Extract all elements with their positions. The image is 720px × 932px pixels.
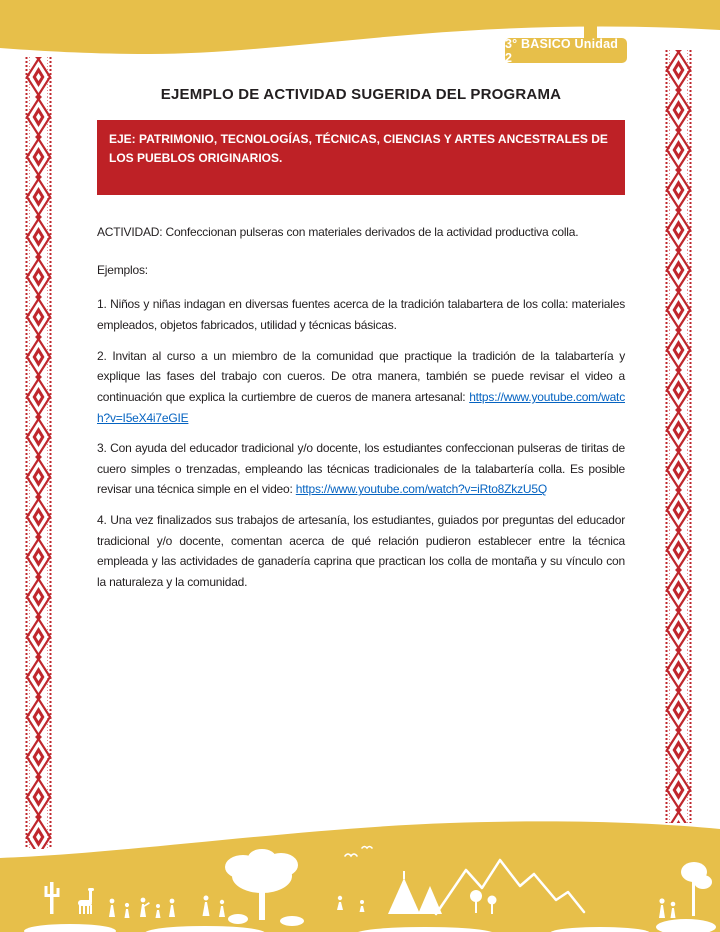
eje-banner-text: EJE: PATRIMONIO, TECNOLOGÍAS, TÉCNICAS, CIENCIAS Y ARTES ANCESTRALES DE LOS PUEBLOS ORIGINARIOS. (109, 132, 608, 165)
activity-line: ACTIVIDAD: Confeccionan pulseras con materiales derivados de la actividad productiva colla. (97, 225, 579, 240)
andean-border-right (665, 50, 692, 823)
paragraph-3-text: 3. Con ayuda del educador tradicional y/o docente, los estudiantes confeccionan pulseras de tiritas de cuero simples o trenzadas, empleando las técnicas tradicionales de la talabartería colla. Es posible revisar una técnica simple en el video: (97, 441, 625, 497)
youtube-link-tecnica[interactable]: https://www.youtube.com/watch?v=iRto8ZkzU5Q (295, 482, 547, 497)
examples-label: Ejemplos: (97, 262, 148, 277)
footer-landscape-band (0, 820, 720, 932)
activity-paragraph-1 (97, 294, 625, 335)
paragraph-2-text: 2. Invitan al curso a un miembro de la comunidad que practique la tradición de la talabartería y explique las fases del trabajo con cueros. De otra manera, también se puede revisar el video a continuación que explica la curtiembre de cueros de manera artesanal: (97, 348, 625, 404)
paragraph-4-text: 4. Una vez finalizados sus trabajos de artesanía, los estudiantes, guiados por preguntas del educador tradicional y/o docente, comentan acerca de qué relación pudieron establecer entre la técnica empleada y las actividades de ganadería caprina que practican los colla de montaña y su vínculo con la naturaleza y la comunidad. (97, 513, 625, 589)
activity-body (97, 222, 625, 592)
unit-badge-label: 3° BÁSICO Unidad 2 (505, 36, 619, 65)
youtube-link-curtiembre[interactable]: https://www.youtube.com/watch?v=I5eX4i7eGIE (97, 389, 625, 425)
activity-paragraph-4 (97, 510, 625, 593)
unit-badge (505, 38, 627, 63)
andean-border-left (25, 57, 52, 849)
document-content (97, 86, 625, 603)
paragraph-1-text: 1. Niños y niñas indagan en diversas fuentes acerca de la tradición talabartera de los colla: materiales empleados, objetos fabricados, utilidad y técnicas básicas. (97, 297, 625, 333)
page-title: EJEMPLO DE ACTIVIDAD SUGERIDA DEL PROGRAMA (160, 86, 562, 103)
activity-paragraph-3 (97, 438, 625, 500)
eje-banner (97, 120, 625, 195)
activity-paragraph-2 (97, 346, 625, 429)
footer-gold-wave (0, 821, 720, 932)
